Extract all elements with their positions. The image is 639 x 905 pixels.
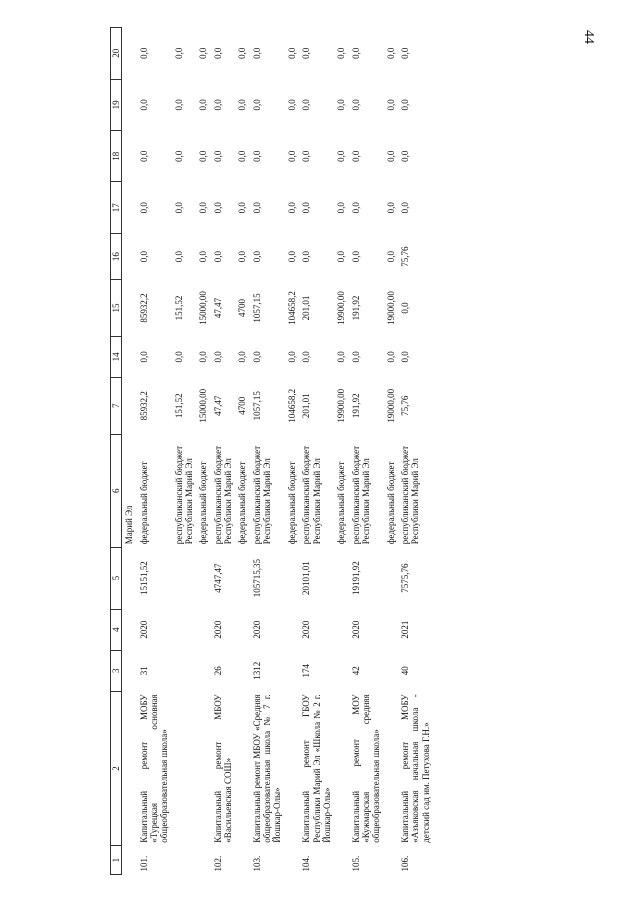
object-name: Капитальный ремонт МОУ «Кужмарская средняя общеобразовательная школа» xyxy=(350,694,382,843)
empty-cell xyxy=(196,547,210,609)
funding-source: федеральный бюджет xyxy=(237,461,248,545)
row-number: 102. xyxy=(212,855,223,872)
empty-cell xyxy=(334,547,348,609)
empty-cell xyxy=(384,650,398,691)
empty-cell xyxy=(122,609,137,650)
empty-cell xyxy=(235,650,249,691)
amount-17: 0,0 xyxy=(173,202,184,214)
amount-19: 0,0 xyxy=(212,99,223,111)
amount-14: 0,0 xyxy=(336,351,347,363)
amount-7: 151,52 xyxy=(173,393,184,419)
amount-18: 0,0 xyxy=(237,150,248,162)
amount-18: 0,0 xyxy=(350,150,361,162)
empty-cell xyxy=(235,547,249,609)
amount-18: 0,0 xyxy=(385,150,396,162)
total-cost-value: 4747,47 xyxy=(212,563,223,593)
amount-14: 0,0 xyxy=(212,351,223,363)
empty-cell xyxy=(285,547,299,609)
amount-17: 0,0 xyxy=(198,202,209,214)
capacity-value: 42 xyxy=(350,666,361,676)
empty-cell xyxy=(172,547,197,609)
amount-17: 0,0 xyxy=(399,202,410,214)
amount-15: 0,0 xyxy=(399,302,410,314)
table-row xyxy=(137,28,172,875)
amount-17: 0,0 xyxy=(336,202,347,214)
total-cost-value: 105715,35 xyxy=(251,559,262,598)
amount-19: 0,0 xyxy=(301,99,312,111)
amount-15: 19000,00 xyxy=(385,291,396,325)
budget-table xyxy=(110,27,433,875)
empty-cell xyxy=(235,609,249,650)
amount-14: 0,0 xyxy=(399,351,410,363)
year-value: 2020 xyxy=(251,620,262,639)
column-number-1: 1 xyxy=(111,846,122,875)
row-number: 103. xyxy=(251,855,262,872)
year-value: 2021 xyxy=(399,620,410,639)
empty-cell xyxy=(384,691,398,845)
page-number: 44 xyxy=(581,30,596,44)
amount-15: 201,01 xyxy=(301,295,312,321)
empty-cell xyxy=(172,650,197,691)
carry-over-source: Марий Эл xyxy=(124,505,135,545)
amount-19: 0,0 xyxy=(350,99,361,111)
amount-14: 0,0 xyxy=(350,351,361,363)
amount-14: 0,0 xyxy=(251,351,262,363)
empty-cell xyxy=(235,691,249,845)
amount-17: 0,0 xyxy=(385,202,396,214)
empty-cell xyxy=(122,28,137,80)
table-row xyxy=(398,28,433,875)
amount-20: 0,0 xyxy=(385,47,396,59)
amount-17: 0,0 xyxy=(237,202,248,214)
amount-7: 47,47 xyxy=(212,395,223,416)
amount-7: 75,76 xyxy=(399,395,410,416)
amount-15: 19900,00 xyxy=(336,291,347,325)
table-row xyxy=(334,28,348,875)
amount-7: 19900,00 xyxy=(336,388,347,423)
amount-19: 0,0 xyxy=(198,99,209,111)
amount-16: 0,0 xyxy=(212,250,223,263)
amount-15: 191,92 xyxy=(350,295,361,321)
row-number: 106. xyxy=(399,855,410,872)
amount-15: 4700 xyxy=(237,299,248,318)
empty-cell xyxy=(122,377,137,434)
amount-19: 0,0 xyxy=(173,99,184,111)
column-number-2: 2 xyxy=(111,691,122,845)
amount-19: 0,0 xyxy=(237,99,248,111)
amount-20: 0,0 xyxy=(237,47,248,59)
amount-16: 0,0 xyxy=(138,250,149,263)
empty-cell xyxy=(196,691,210,845)
amount-7: 15000,00 xyxy=(198,388,209,423)
object-name: Капитальный ремонт МОБУ «Турецкая основная общеобразовательная школа» xyxy=(138,694,170,843)
funding-source: республиканский бюджет Республики Марий Эл xyxy=(399,445,421,545)
empty-cell xyxy=(235,846,249,875)
total-cost-value: 19191,92 xyxy=(350,561,361,596)
table-row xyxy=(384,28,398,875)
year-value: 2020 xyxy=(350,620,361,639)
amount-18: 0,0 xyxy=(301,150,312,162)
amount-14: 0,0 xyxy=(198,351,209,363)
amount-15: 151,52 xyxy=(173,295,184,321)
table-row xyxy=(250,28,285,875)
table-row xyxy=(349,28,384,875)
amount-16: 75,76 xyxy=(399,246,410,267)
amount-20: 0,0 xyxy=(173,47,184,59)
column-number-16: 16 xyxy=(111,233,122,279)
amount-17: 0,0 xyxy=(138,202,149,214)
amount-16: 0,0 xyxy=(251,250,262,263)
empty-cell xyxy=(122,650,137,691)
table-row xyxy=(299,28,334,875)
amount-18: 0,0 xyxy=(336,150,347,162)
empty-cell xyxy=(384,547,398,609)
empty-cell xyxy=(196,846,210,875)
empty-cell xyxy=(334,846,348,875)
row-number: 105. xyxy=(350,855,361,872)
table-row xyxy=(211,28,236,875)
amount-20: 0,0 xyxy=(198,47,209,59)
empty-cell xyxy=(334,609,348,650)
row-number: 104. xyxy=(301,855,312,872)
empty-cell xyxy=(285,650,299,691)
amount-20: 0,0 xyxy=(212,47,223,59)
amount-18: 0,0 xyxy=(173,150,184,162)
empty-cell xyxy=(122,846,137,875)
amount-19: 0,0 xyxy=(385,99,396,111)
capacity-value: 26 xyxy=(212,666,223,676)
budget-table-rotated xyxy=(110,0,639,905)
amount-17: 0,0 xyxy=(251,202,262,214)
funding-source: республиканский бюджет Республики Марий Эл xyxy=(173,445,195,545)
amount-15: 1057,15 xyxy=(251,293,262,323)
amount-15: 15000,00 xyxy=(198,291,209,325)
year-value: 2020 xyxy=(212,620,223,639)
amount-19: 0,0 xyxy=(251,99,262,111)
amount-17: 0,0 xyxy=(212,202,223,214)
amount-16: 0,0 xyxy=(385,250,396,263)
amount-18: 0,0 xyxy=(286,150,297,162)
capacity-value: 174 xyxy=(301,664,312,678)
column-number-6: 6 xyxy=(111,434,122,547)
amount-16: 0,0 xyxy=(286,250,297,263)
column-number-14: 14 xyxy=(111,336,122,377)
amount-20: 0,0 xyxy=(301,47,312,59)
amount-17: 0,0 xyxy=(301,202,312,214)
column-number-5: 5 xyxy=(111,547,122,609)
amount-18: 0,0 xyxy=(198,150,209,162)
amount-20: 0,0 xyxy=(399,47,410,59)
empty-cell xyxy=(384,609,398,650)
funding-source: федеральный бюджет xyxy=(336,461,347,545)
amount-7: 201,01 xyxy=(301,393,312,419)
object-name: Капитальный ремонт МБОУ «Средняя общеобразовательная школа № 7 г. Йошкар-Олы» xyxy=(251,694,283,843)
empty-cell xyxy=(172,846,197,875)
empty-cell xyxy=(122,336,137,377)
total-cost-value: 20101,01 xyxy=(301,561,312,596)
amount-7: 104658,2 xyxy=(286,388,297,423)
table-row xyxy=(285,28,299,875)
carry-over-row xyxy=(122,28,137,875)
amount-20: 0,0 xyxy=(138,47,149,59)
amount-19: 0,0 xyxy=(336,99,347,111)
object-name: Капитальный ремонт МОБУ «Азъяковская начальная школа - детский сад им. Петухова Г.Н.» xyxy=(399,694,431,843)
amount-16: 0,0 xyxy=(198,250,209,263)
year-value: 2020 xyxy=(301,620,312,639)
amount-19: 0,0 xyxy=(286,99,297,111)
object-name: Капитальный ремонт ГБОУ Республики Марий Эл «Школа № 2 г. Йошкар-Олы» xyxy=(301,694,332,843)
funding-source: федеральный бюджет xyxy=(198,461,209,545)
funding-source: республиканский бюджет Республики Марий Эл xyxy=(301,445,322,545)
funding-source: федеральный бюджет xyxy=(286,461,297,545)
empty-cell xyxy=(285,609,299,650)
column-number-20: 20 xyxy=(111,28,122,80)
empty-cell xyxy=(384,846,398,875)
empty-cell xyxy=(122,691,137,845)
table-row xyxy=(172,28,197,875)
column-number-19: 19 xyxy=(111,79,122,130)
amount-20: 0,0 xyxy=(286,47,297,59)
amount-14: 0,0 xyxy=(301,351,312,363)
amount-20: 0,0 xyxy=(251,47,262,59)
amount-16: 0,0 xyxy=(237,250,248,263)
funding-source: федеральный бюджет xyxy=(385,461,396,545)
empty-cell xyxy=(172,691,197,845)
funding-source: федеральный бюджет xyxy=(138,461,149,545)
amount-18: 0,0 xyxy=(251,150,262,162)
column-number-3: 3 xyxy=(111,650,122,691)
capacity-value: 31 xyxy=(138,666,149,676)
amount-7: 85932,2 xyxy=(138,391,149,421)
empty-cell xyxy=(196,609,210,650)
amount-14: 0,0 xyxy=(173,351,184,363)
amount-18: 0,0 xyxy=(212,150,223,162)
empty-cell xyxy=(122,182,137,233)
amount-16: 0,0 xyxy=(350,250,361,263)
amount-7: 191,92 xyxy=(350,393,361,419)
amount-19: 0,0 xyxy=(399,99,410,111)
empty-cell xyxy=(334,691,348,845)
empty-cell xyxy=(285,691,299,845)
empty-cell xyxy=(172,609,197,650)
amount-14: 0,0 xyxy=(237,351,248,363)
capacity-value: 40 xyxy=(399,666,410,676)
amount-14: 0,0 xyxy=(138,351,149,363)
column-number-7: 7 xyxy=(111,377,122,434)
amount-7: 19000,00 xyxy=(385,388,396,423)
amount-7: 4700 xyxy=(237,396,248,415)
funding-source: республиканский бюджет Республики Марий Эл xyxy=(350,445,371,545)
empty-cell xyxy=(122,79,137,130)
empty-cell xyxy=(122,280,137,337)
amount-14: 0,0 xyxy=(385,351,396,363)
amount-16: 0,0 xyxy=(336,250,347,263)
amount-16: 0,0 xyxy=(301,250,312,263)
amount-17: 0,0 xyxy=(350,202,361,214)
amount-14: 0,0 xyxy=(286,351,297,363)
amount-20: 0,0 xyxy=(350,47,361,59)
amount-16: 0,0 xyxy=(173,250,184,263)
empty-cell xyxy=(122,233,137,279)
amount-17: 0,0 xyxy=(286,202,297,214)
column-number-row xyxy=(111,28,122,875)
amount-7: 1057,15 xyxy=(251,391,262,421)
total-cost-value: 15151,52 xyxy=(138,561,149,596)
empty-cell xyxy=(285,846,299,875)
table-row xyxy=(235,28,249,875)
capacity-value: 1312 xyxy=(251,661,262,680)
amount-15: 104658,2 xyxy=(286,291,297,325)
empty-cell xyxy=(334,650,348,691)
row-number: 101. xyxy=(138,855,149,872)
total-cost-value: 7575,76 xyxy=(399,563,410,593)
empty-cell xyxy=(122,547,137,609)
table-row xyxy=(196,28,210,875)
column-number-17: 17 xyxy=(111,182,122,233)
amount-20: 0,0 xyxy=(336,47,347,59)
amount-15: 85932,2 xyxy=(138,293,149,323)
column-number-15: 15 xyxy=(111,280,122,337)
column-number-18: 18 xyxy=(111,131,122,182)
year-value: 2020 xyxy=(138,620,149,639)
funding-source: республиканский бюджет Республики Марий Эл xyxy=(251,445,273,545)
amount-19: 0,0 xyxy=(138,99,149,111)
amount-15: 47,47 xyxy=(212,297,223,319)
object-name: Капитальный ремонт МБОУ «Васильевская СОШ» xyxy=(212,694,234,843)
funding-source: республиканский бюджет Республики Марий Эл xyxy=(212,445,234,545)
empty-cell xyxy=(196,650,210,691)
column-number-4: 4 xyxy=(111,609,122,650)
amount-18: 0,0 xyxy=(138,150,149,162)
empty-cell xyxy=(122,131,137,182)
amount-18: 0,0 xyxy=(399,150,410,162)
